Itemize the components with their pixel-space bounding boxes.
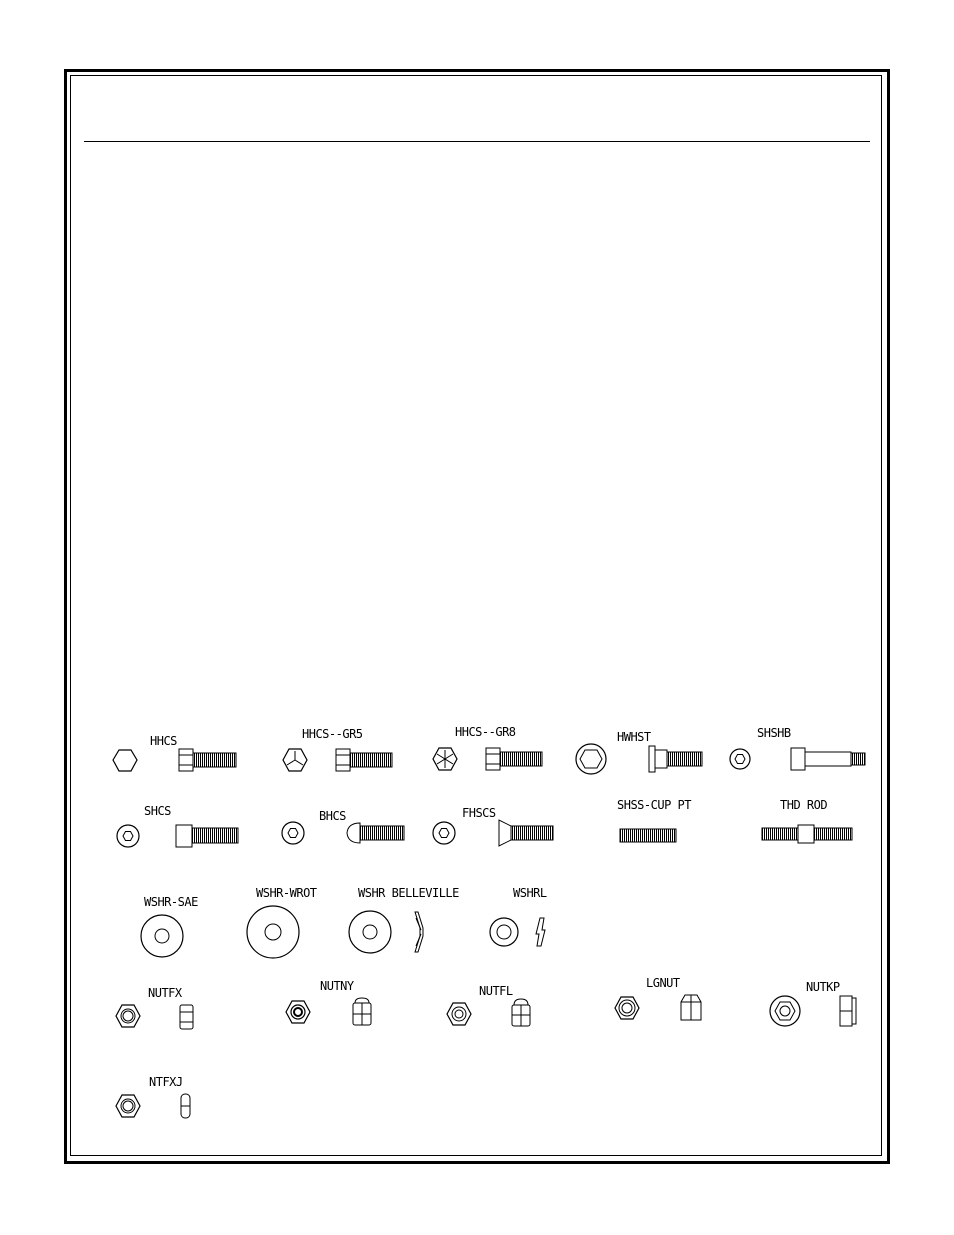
hhcs-gr8-item	[433, 725, 542, 770]
belleville-washer-icon	[415, 912, 423, 952]
wshr-belleville-item	[349, 886, 459, 953]
nutny-label: NUTNY	[320, 979, 354, 993]
flat-head-icon	[433, 822, 455, 844]
ntfxj-label: NTFXJ	[149, 1075, 183, 1089]
lock-washer-icon	[536, 918, 545, 946]
bolt-side-icon	[179, 749, 236, 771]
bolt-side-icon	[176, 825, 238, 847]
wshrl-label: WSHRL	[513, 886, 547, 900]
flat-washer-icon	[247, 906, 299, 958]
jam-nut-icon	[116, 1095, 140, 1117]
wshr-sae-label: WSHR-SAE	[144, 895, 198, 909]
hhcs-label: HHCS	[150, 734, 177, 748]
socket-head-icon	[730, 749, 750, 769]
nutny-item	[286, 979, 371, 1025]
hhcs-gr5-label: HHCS--GR5	[302, 727, 363, 741]
nut-side-icon	[181, 1094, 190, 1118]
shshb-label: SHSHB	[757, 726, 791, 740]
wshr-sae-item	[141, 895, 198, 957]
bolt-side-icon	[791, 748, 865, 770]
button-head-icon	[282, 822, 304, 844]
wshr-belleville-label: WSHR BELLEVILLE	[358, 886, 459, 900]
nut-side-icon	[512, 999, 530, 1026]
nutfl-label: NUTFL	[479, 984, 513, 998]
hwhst-label: HWHST	[617, 730, 651, 744]
nutfl-item	[447, 984, 530, 1026]
socket-head-icon	[117, 825, 139, 847]
shcs-item	[117, 804, 238, 847]
lug-nut-icon	[615, 997, 639, 1019]
shcs-label: SHCS	[144, 804, 171, 818]
bhcs-label: BHCS	[319, 809, 346, 823]
nylon-nut-icon	[286, 1001, 310, 1023]
lgnut-label: LGNUT	[646, 976, 680, 990]
shss-cup-pt-item	[617, 798, 691, 842]
nutkp-item	[770, 980, 856, 1026]
ntfxj-item	[116, 1075, 190, 1118]
fhscs-item	[433, 806, 553, 846]
flat-washer-icon	[141, 915, 183, 957]
fhscs-label: FHSCS	[462, 806, 496, 820]
hhcs-gr5-item	[283, 727, 392, 771]
wshr-wrot-label: WSHR-WROT	[256, 886, 317, 900]
flat-washer-icon	[349, 911, 391, 953]
threaded-rod-icon	[762, 825, 852, 843]
nut-side-icon	[180, 1005, 193, 1029]
hex-nut-icon	[116, 1005, 140, 1027]
flat-washer-icon	[490, 918, 518, 946]
thd-rod-label: THD ROD	[780, 798, 828, 812]
flange-nut-icon	[447, 1003, 471, 1025]
nut-side-icon	[681, 995, 701, 1020]
kep-nut-icon	[770, 996, 800, 1026]
thd-rod-item	[762, 798, 852, 843]
hhcs-gr8-label: HHCS--GR8	[455, 725, 516, 739]
shshb-item	[730, 726, 865, 770]
bolt-side-icon	[486, 748, 542, 770]
grade5-head-icon	[283, 749, 307, 771]
bolt-side-icon	[347, 823, 404, 843]
hex-head-icon	[113, 750, 137, 771]
bolt-side-icon	[499, 820, 553, 846]
lgnut-item	[615, 976, 701, 1020]
wshr-wrot-item	[247, 886, 317, 958]
wshrl-item	[490, 886, 547, 946]
bolt-side-icon	[649, 746, 702, 772]
nut-side-icon	[353, 998, 371, 1025]
washer-head-icon	[576, 744, 606, 774]
nutfx-item	[116, 986, 193, 1029]
nut-side-icon	[840, 996, 856, 1026]
set-screw-icon	[620, 829, 676, 842]
nutfx-label: NUTFX	[148, 986, 182, 1000]
hwhst-item	[576, 730, 702, 774]
grade8-head-icon	[433, 748, 457, 770]
bhcs-item	[282, 809, 404, 844]
bolt-side-icon	[336, 749, 392, 771]
shss-cup-pt-label: SHSS-CUP PT	[617, 798, 691, 812]
nutkp-label: NUTKP	[806, 980, 840, 994]
hhcs-item	[113, 734, 236, 771]
